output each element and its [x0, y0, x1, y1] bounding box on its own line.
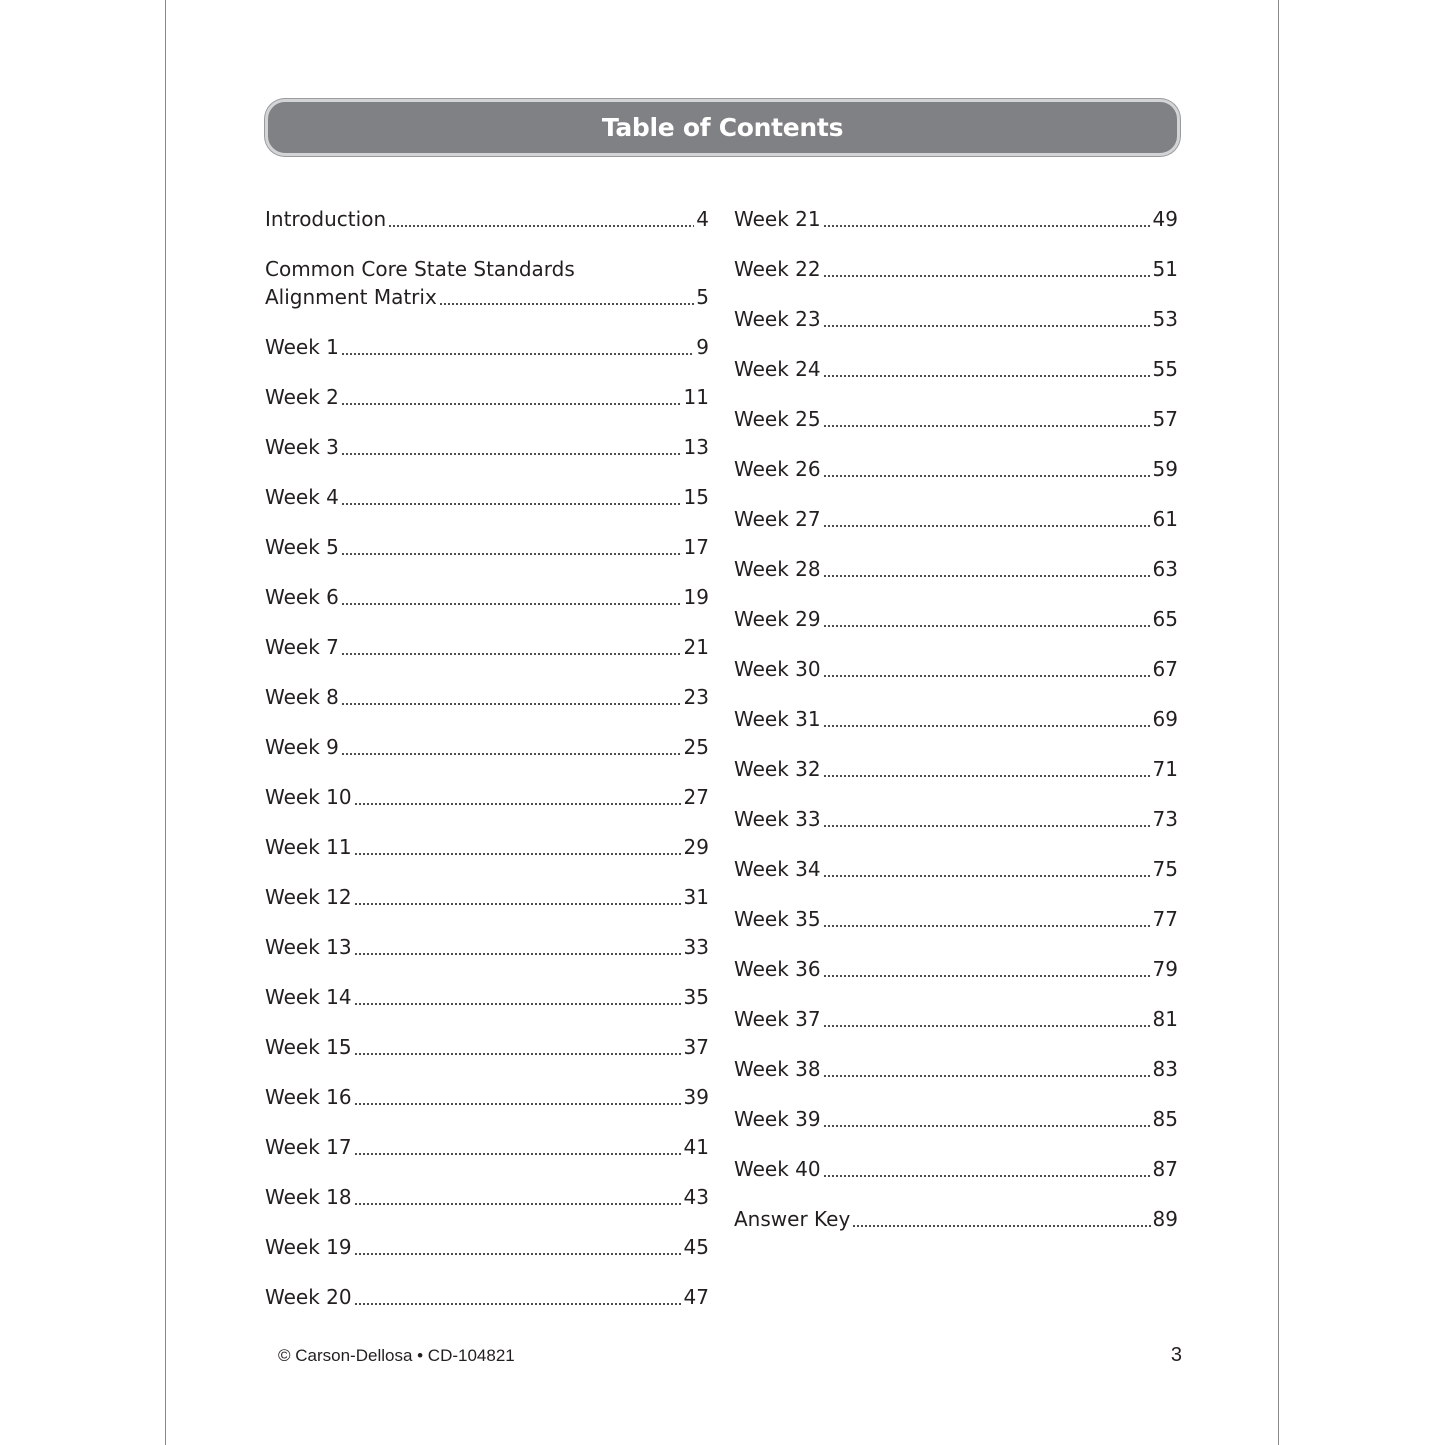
toc-entry-row [265, 200, 709, 238]
toc-entry-row [265, 328, 709, 366]
dot-leader [354, 936, 682, 956]
toc-entry-page-number: 85 [1152, 1107, 1178, 1131]
toc-entry[interactable] [734, 200, 1178, 250]
toc-entry-label: Week 26 [734, 457, 821, 481]
toc-entry-page-number: 37 [683, 1035, 709, 1059]
toc-entry-row [734, 450, 1178, 488]
toc-entry-page-number: 83 [1152, 1057, 1178, 1081]
toc-entry[interactable] [265, 628, 709, 678]
toc-entry-label: Week 6 [265, 585, 339, 609]
toc-entry-row [265, 528, 709, 566]
toc-entry-row [734, 750, 1178, 788]
toc-entry-label: Week 5 [265, 535, 339, 559]
toc-entry-label-line1: Common Core State Standards [265, 257, 575, 281]
toc-entry-page-number: 73 [1152, 807, 1178, 831]
toc-entry-label: Week 33 [734, 807, 821, 831]
toc-entry-row [734, 800, 1178, 838]
dot-leader [341, 436, 682, 456]
toc-entry-page-number: 17 [683, 535, 709, 559]
toc-entry-row [265, 378, 709, 416]
toc-entry-page-number: 13 [683, 435, 709, 459]
toc-entry-page-number: 77 [1152, 907, 1178, 931]
toc-entry-row [734, 250, 1178, 288]
toc-entry-row [734, 350, 1178, 388]
toc-entry-label: Week 7 [265, 635, 339, 659]
toc-entry[interactable] [265, 928, 709, 978]
toc-entry-row [734, 1050, 1178, 1088]
toc-entry-page-number: 27 [683, 785, 709, 809]
toc-entry-label: Week 18 [265, 1185, 352, 1209]
toc-entry-page-number: 43 [683, 1185, 709, 1209]
toc-entry-page-number: 59 [1152, 457, 1178, 481]
toc-entry-label: Week 19 [265, 1235, 352, 1259]
toc-entry-label: Week 31 [734, 707, 821, 731]
dot-leader [341, 736, 682, 756]
dot-leader [354, 1036, 682, 1056]
dot-leader [823, 808, 1151, 828]
toc-column-left [265, 200, 709, 1328]
toc-entry[interactable] [265, 478, 709, 528]
toc-entry[interactable] [734, 900, 1178, 950]
toc-entry-page-number: 57 [1152, 407, 1178, 431]
toc-entry-label: Week 13 [265, 935, 352, 959]
toc-entry[interactable] [265, 1178, 709, 1228]
toc-entry-page-number: 35 [683, 985, 709, 1009]
toc-entry-page-number: 19 [683, 585, 709, 609]
toc-entry[interactable] [265, 828, 709, 878]
toc-entry[interactable] [734, 350, 1178, 400]
toc-entry[interactable] [265, 878, 709, 928]
dot-leader [823, 608, 1151, 628]
toc-entry-page-number: 65 [1152, 607, 1178, 631]
dot-leader [823, 1058, 1151, 1078]
toc-entry-page-number: 79 [1152, 957, 1178, 981]
dot-leader [354, 1186, 682, 1206]
dot-leader [823, 908, 1151, 928]
toc-entry[interactable] [265, 678, 709, 728]
toc-entry-page-number: 15 [683, 485, 709, 509]
dot-leader [341, 486, 682, 506]
dot-leader [823, 658, 1151, 678]
toc-entry-label: Alignment Matrix [265, 285, 437, 309]
page-title: Table of Contents [601, 113, 844, 142]
toc-entry-page-number: 81 [1152, 1007, 1178, 1031]
toc-entry-row [734, 1150, 1178, 1188]
toc-entry-label: Week 28 [734, 557, 821, 581]
toc-entry-label: Week 12 [265, 885, 352, 909]
toc-entry[interactable] [734, 750, 1178, 800]
toc-entry-row [734, 650, 1178, 688]
toc-entry-page-number: 53 [1152, 307, 1178, 331]
toc-entry[interactable] [265, 578, 709, 628]
toc-entry[interactable] [734, 300, 1178, 350]
toc-entry-label: Week 37 [734, 1007, 821, 1031]
toc-entry[interactable] [734, 500, 1178, 550]
footer-copyright: © Carson-Dellosa • CD-104821 [278, 1346, 515, 1365]
dot-leader [823, 208, 1151, 228]
dot-leader [354, 986, 682, 1006]
toc-entry-page-number: 61 [1152, 507, 1178, 531]
dot-leader [823, 758, 1151, 778]
dot-leader [823, 458, 1151, 478]
toc-entry[interactable] [734, 450, 1178, 500]
toc-entry[interactable] [265, 200, 709, 250]
toc-entry-label: Week 8 [265, 685, 339, 709]
toc-entry-page-number: 25 [683, 735, 709, 759]
toc-entry-label: Introduction [265, 207, 387, 231]
toc-entry-page-number: 67 [1152, 657, 1178, 681]
toc-entry-label: Answer Key [734, 1207, 851, 1231]
toc-entry-label: Week 20 [265, 1285, 352, 1309]
toc-entry-label: Week 14 [265, 985, 352, 1009]
toc-entry[interactable] [265, 778, 709, 828]
toc-entry-row [265, 1128, 709, 1166]
toc-entry[interactable] [734, 1200, 1178, 1250]
toc-entry-row [265, 778, 709, 816]
dot-leader [341, 536, 682, 556]
toc-entry-row [265, 628, 709, 666]
toc-entry-page-number: 89 [1152, 1207, 1178, 1231]
toc-entry-row [265, 1028, 709, 1066]
toc-entry-label: Week 40 [734, 1157, 821, 1181]
dot-leader [823, 958, 1151, 978]
dot-leader [354, 1236, 682, 1256]
toc-entry-row [265, 728, 709, 766]
toc-entry-page-number: 87 [1152, 1157, 1178, 1181]
toc-entry-row [734, 1000, 1178, 1038]
toc-entry-label: Week 27 [734, 507, 821, 531]
toc-entry-label: Week 36 [734, 957, 821, 981]
dot-leader [823, 508, 1151, 528]
toc-entry-row [265, 1178, 709, 1216]
toc-entry-label: Week 39 [734, 1107, 821, 1131]
toc-entry-page-number: 4 [696, 207, 709, 231]
toc-entry-label: Week 24 [734, 357, 821, 381]
dot-leader [823, 1158, 1151, 1178]
toc-entry-row [265, 878, 709, 916]
dot-leader [823, 708, 1151, 728]
toc-entry-page-number: 41 [683, 1135, 709, 1159]
toc-entry-row [265, 828, 709, 866]
toc-entry[interactable] [734, 250, 1178, 300]
toc-entry-page-number: 47 [683, 1285, 709, 1309]
toc-entry[interactable] [734, 550, 1178, 600]
toc-entry-page-number: 55 [1152, 357, 1178, 381]
toc-entry-row [734, 600, 1178, 638]
toc-entry[interactable] [734, 850, 1178, 900]
toc-entry[interactable] [265, 1278, 709, 1328]
toc-entry-page-number: 21 [683, 635, 709, 659]
toc-entry[interactable] [734, 1050, 1178, 1100]
toc-entry-page-number: 71 [1152, 757, 1178, 781]
dot-leader [823, 308, 1151, 328]
toc-entry-row [265, 928, 709, 966]
dot-leader [439, 286, 694, 306]
dot-leader [341, 386, 682, 406]
toc-entry-label: Week 4 [265, 485, 339, 509]
toc-entry-label: Week 25 [734, 407, 821, 431]
toc-entry[interactable] [734, 1000, 1178, 1050]
toc-entry[interactable] [734, 400, 1178, 450]
dot-leader [823, 1008, 1151, 1028]
toc-entry[interactable] [734, 1150, 1178, 1200]
dot-leader [354, 786, 682, 806]
toc-entry[interactable] [265, 378, 709, 428]
toc-entry-row [734, 550, 1178, 588]
toc-entry[interactable] [734, 600, 1178, 650]
toc-entry[interactable] [734, 1100, 1178, 1150]
dot-leader [823, 1108, 1151, 1128]
dot-leader [354, 836, 682, 856]
toc-entry-label: Week 34 [734, 857, 821, 881]
toc-entry-label: Week 38 [734, 1057, 821, 1081]
dot-leader [823, 408, 1151, 428]
toc-entry-row [734, 850, 1178, 888]
toc-entry[interactable] [265, 1078, 709, 1128]
dot-leader [341, 686, 682, 706]
toc-entry-row [734, 200, 1178, 238]
dot-leader [823, 858, 1151, 878]
toc-entry-label: Week 15 [265, 1035, 352, 1059]
toc-entry-row [265, 428, 709, 466]
toc-entry-page-number: 75 [1152, 857, 1178, 881]
toc-entry-label: Week 2 [265, 385, 339, 409]
footer-page-number: 3 [1170, 1344, 1182, 1366]
dot-leader [823, 258, 1151, 278]
toc-entry-page-number: 5 [696, 285, 709, 309]
toc-entry[interactable] [734, 950, 1178, 1000]
toc-entry-row [265, 578, 709, 616]
toc-entry-page-number: 29 [683, 835, 709, 859]
toc-entry[interactable] [265, 1028, 709, 1078]
toc-entry-row [734, 300, 1178, 338]
dot-leader [341, 336, 694, 356]
toc-entry-row [734, 950, 1178, 988]
toc-entry-row [734, 700, 1178, 738]
toc-entry-label: Week 30 [734, 657, 821, 681]
toc-entry-page-number: 45 [683, 1235, 709, 1259]
toc-entry[interactable] [265, 728, 709, 778]
dot-leader [354, 886, 682, 906]
dot-leader [354, 1086, 682, 1106]
toc-entry-page-number: 33 [683, 935, 709, 959]
dot-leader [354, 1286, 682, 1306]
toc-entry-label: Week 23 [734, 307, 821, 331]
toc-entry-label: Week 9 [265, 735, 339, 759]
toc-entry-row [265, 978, 709, 1016]
toc-entry-row [265, 278, 709, 316]
toc-entry-label: Week 10 [265, 785, 352, 809]
toc-entry-label: Week 22 [734, 257, 821, 281]
toc-entry-row [734, 900, 1178, 938]
toc-entry-label: Week 3 [265, 435, 339, 459]
toc-entry[interactable] [734, 800, 1178, 850]
toc-entry-page-number: 23 [683, 685, 709, 709]
toc-entry[interactable] [265, 1228, 709, 1278]
dot-leader [388, 208, 694, 228]
toc-entry-page-number: 49 [1152, 207, 1178, 231]
toc-entry-page-number: 39 [683, 1085, 709, 1109]
dot-leader [823, 558, 1151, 578]
toc-entry-row [265, 678, 709, 716]
toc-entry-page-number: 9 [696, 335, 709, 359]
title-banner [265, 99, 1180, 156]
toc-column-right [734, 200, 1178, 1250]
toc-entry[interactable] [734, 650, 1178, 700]
toc-entry[interactable] [265, 428, 709, 478]
toc-entry-row [734, 1200, 1178, 1238]
dot-leader [852, 1208, 1150, 1228]
toc-entry-page-number: 31 [683, 885, 709, 909]
toc-entry-label: Week 17 [265, 1135, 352, 1159]
toc-entry-label: Week 16 [265, 1085, 352, 1109]
toc-entry[interactable] [265, 528, 709, 578]
toc-entry-label: Week 21 [734, 207, 821, 231]
toc-entry-row [265, 1278, 709, 1316]
toc-entry-row [734, 500, 1178, 538]
toc-entry-label: Week 29 [734, 607, 821, 631]
toc-entry-page-number: 69 [1152, 707, 1178, 731]
dot-leader [354, 1136, 682, 1156]
toc-entry-row [734, 1100, 1178, 1138]
dot-leader [341, 636, 682, 656]
toc-entry-label: Week 32 [734, 757, 821, 781]
toc-entry-row [265, 1228, 709, 1266]
toc-entry-row [734, 400, 1178, 438]
toc-entry-page-number: 11 [683, 385, 709, 409]
toc-entry[interactable] [734, 700, 1178, 750]
toc-entry[interactable] [265, 250, 709, 328]
toc-entry-row [265, 1078, 709, 1116]
toc-entry-page-number: 51 [1152, 257, 1178, 281]
toc-entry-label: Week 35 [734, 907, 821, 931]
toc-entry[interactable] [265, 978, 709, 1028]
toc-entry[interactable] [265, 328, 709, 378]
toc-entry[interactable] [265, 1128, 709, 1178]
toc-entry-label: Week 1 [265, 335, 339, 359]
dot-leader [341, 586, 682, 606]
toc-entry-row [265, 478, 709, 516]
toc-entry-label: Week 11 [265, 835, 352, 859]
toc-entry-page-number: 63 [1152, 557, 1178, 581]
dot-leader [823, 358, 1151, 378]
